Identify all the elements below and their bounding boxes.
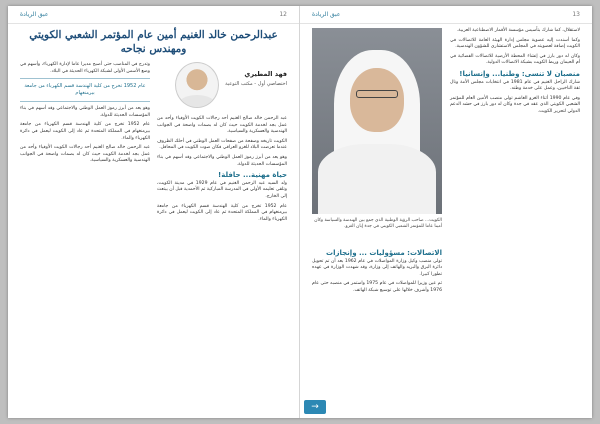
page-number: 13 bbox=[572, 11, 580, 18]
paragraph: تولى منصب وكيل وزارة المواصلات في عام 1962 بعد أن تم تحويل دائرة البرق والبريد والهاتف إلى وزارة، وقد شهدت الوزارة في عهده تطورا كبيرا. bbox=[312, 258, 443, 277]
paragraph: ثم عين وزيرا للمواصلات في عام 1975 واستمر في منصبه حتى عام 1976 وأشرف خلالها على توسيع شبكة الهاتف. bbox=[312, 281, 443, 293]
paragraph: وكما أسندت إليه عضوية مجلس إدارة الهيئة العامة للاتصالات في الكويت إضافة لعضويته في المجلس الاستشاري للشؤون الهندسية. bbox=[450, 37, 580, 50]
author-box bbox=[157, 62, 287, 108]
page-header bbox=[300, 6, 592, 24]
section-label: عبق الريادة bbox=[312, 11, 341, 18]
author-name: فهد المطيري bbox=[244, 70, 287, 78]
paragraph: وفي عام 1990 أثناء الغزو الغاشم تولى منصب الأمين العام للمؤتمر الشعبي الكويتي الذي عقد في جدة وكان له دور بارز في حشد الدعم الدولي لتحرير الكويت. bbox=[450, 95, 580, 114]
paragraph: لاستقلال، كما شارك بتأسيس مؤسسة الأقمار الاصطناعية العربية. bbox=[456, 28, 580, 33]
paragraph: وهو يعد من أبرز رموز العمل الوطني والاجتماعي وقد أسهم في بناء المؤسسات الحديثة للدولة. bbox=[20, 106, 150, 118]
paragraph: وكان له دور بارز في إنشاء المحطة الأرضية للاتصالات الفضائية في أم الحيمان وربط الكويت بشبكة الاتصالات الدولية. bbox=[450, 53, 580, 66]
right-column bbox=[450, 28, 580, 119]
paragraph: وهو يعد من أبرز رموز العمل الوطني والاجتماعي وقد أسهم في بناء المؤسسات الحديثة للدولة. bbox=[157, 154, 287, 167]
author-meta bbox=[225, 62, 287, 87]
paragraph: وتدرج في المناصب حتى أصبح مديرا عاما لإدارة الكهرباء، وأسهم في وضع الأسس الأولى لشبكة الكهرباء الحديثة في البلاد. bbox=[20, 62, 150, 74]
next-page-arrow-icon[interactable]: → bbox=[304, 400, 326, 414]
left-column bbox=[312, 246, 442, 298]
left-column bbox=[20, 62, 150, 168]
paragraph: عبد الرحمن خالد صالح الغنيم أحد رجالات الكويت الأوفياء وأحد من عمل بجد لخدمة الكويت حيث كان له بصمات واضحة في الجوانب الهندسية والعسكرية والسياسية. bbox=[157, 116, 287, 135]
photo-caption: الكويت... صاحب الرؤية الوطنية الذي جمع بين الهندسة والسياسة وكان أمينا عاما للمؤتمر الشعبي الكويتي في جدة إبان الغزو. bbox=[314, 218, 442, 229]
author-role: اختصاصي أول - مكتب التوعية bbox=[225, 81, 287, 87]
paragraph: الكويت تاريخه وصفحة من صفحات العمل الوطني في أحلك الظروف عندما تعرضت البلاد للغزو العراقي فكان صوت الكويت في المحافل. bbox=[157, 138, 287, 151]
paragraph: ولد السيد عبد الرحمن الغنيم في عام 1929 في مدينة الكويت، وتلقى تعليمه الأولي في المدرسة المباركية ثم الأحمدية قبل أن يبتعث إلى الخارج. bbox=[157, 180, 288, 199]
section-heading: الاتصالات: مسؤوليات ... وإنجازات bbox=[326, 249, 442, 257]
face-shape bbox=[350, 68, 404, 132]
dishdasha-shape bbox=[318, 144, 436, 214]
paragraph: شارك الراحل الغنيم في عام 1981 في انتخابات مجلس الأمة ونال ثقة الناخبين، وعمل على خدمة وطنه. bbox=[450, 79, 580, 92]
left-page bbox=[8, 6, 300, 418]
paragraph: عبد الرحمن خالد صالح الغنيم أحد رجالات الكويت الأوفياء وأحد من عمل بجد لخدمة الكويت حيث كان له بصمات واضحة في الجوانب الهندسية والعسكرية والسياسية. bbox=[20, 145, 150, 164]
page-number: 12 bbox=[279, 11, 287, 18]
section-label: عبق الريادة bbox=[20, 11, 49, 18]
paragraph: عام 1952 تخرج من كلية الهندسة قسم الكهرباء من جامعة بيرمنغهام في المملكة المتحدة ثم عاد إلى الكويت ليعمل في دائرة الكهرباء والماء. bbox=[157, 203, 287, 222]
author-avatar bbox=[175, 62, 219, 108]
pull-quote: عام 1952 تخرج من كلية الهندسة قسم الكهرباء من جامعة بيرمنغهام bbox=[20, 78, 150, 102]
right-page bbox=[300, 6, 592, 418]
paragraph: عام 1952 تخرج من كلية الهندسة قسم الكهرباء من جامعة بيرمنغهام في المملكة المتحدة ثم عاد إلى الكويت ليعمل في دائرة الكهرباء والماء. bbox=[20, 122, 150, 141]
article-title: عبدالرحمن خالد الغنيم أمين عام المؤتمر الشعبي الكويتي ومهندس نجاحه bbox=[29, 29, 278, 55]
section-heading: حياة مهنية... حافلة! bbox=[218, 171, 287, 180]
glasses-shape bbox=[356, 90, 398, 98]
magazine-spread bbox=[8, 6, 592, 418]
section-heading: منصبان لا تنسى: وطنيا... وإنسانيا! bbox=[459, 69, 580, 78]
page-header bbox=[8, 6, 299, 24]
portrait-photo bbox=[312, 28, 442, 214]
right-column bbox=[157, 116, 287, 226]
